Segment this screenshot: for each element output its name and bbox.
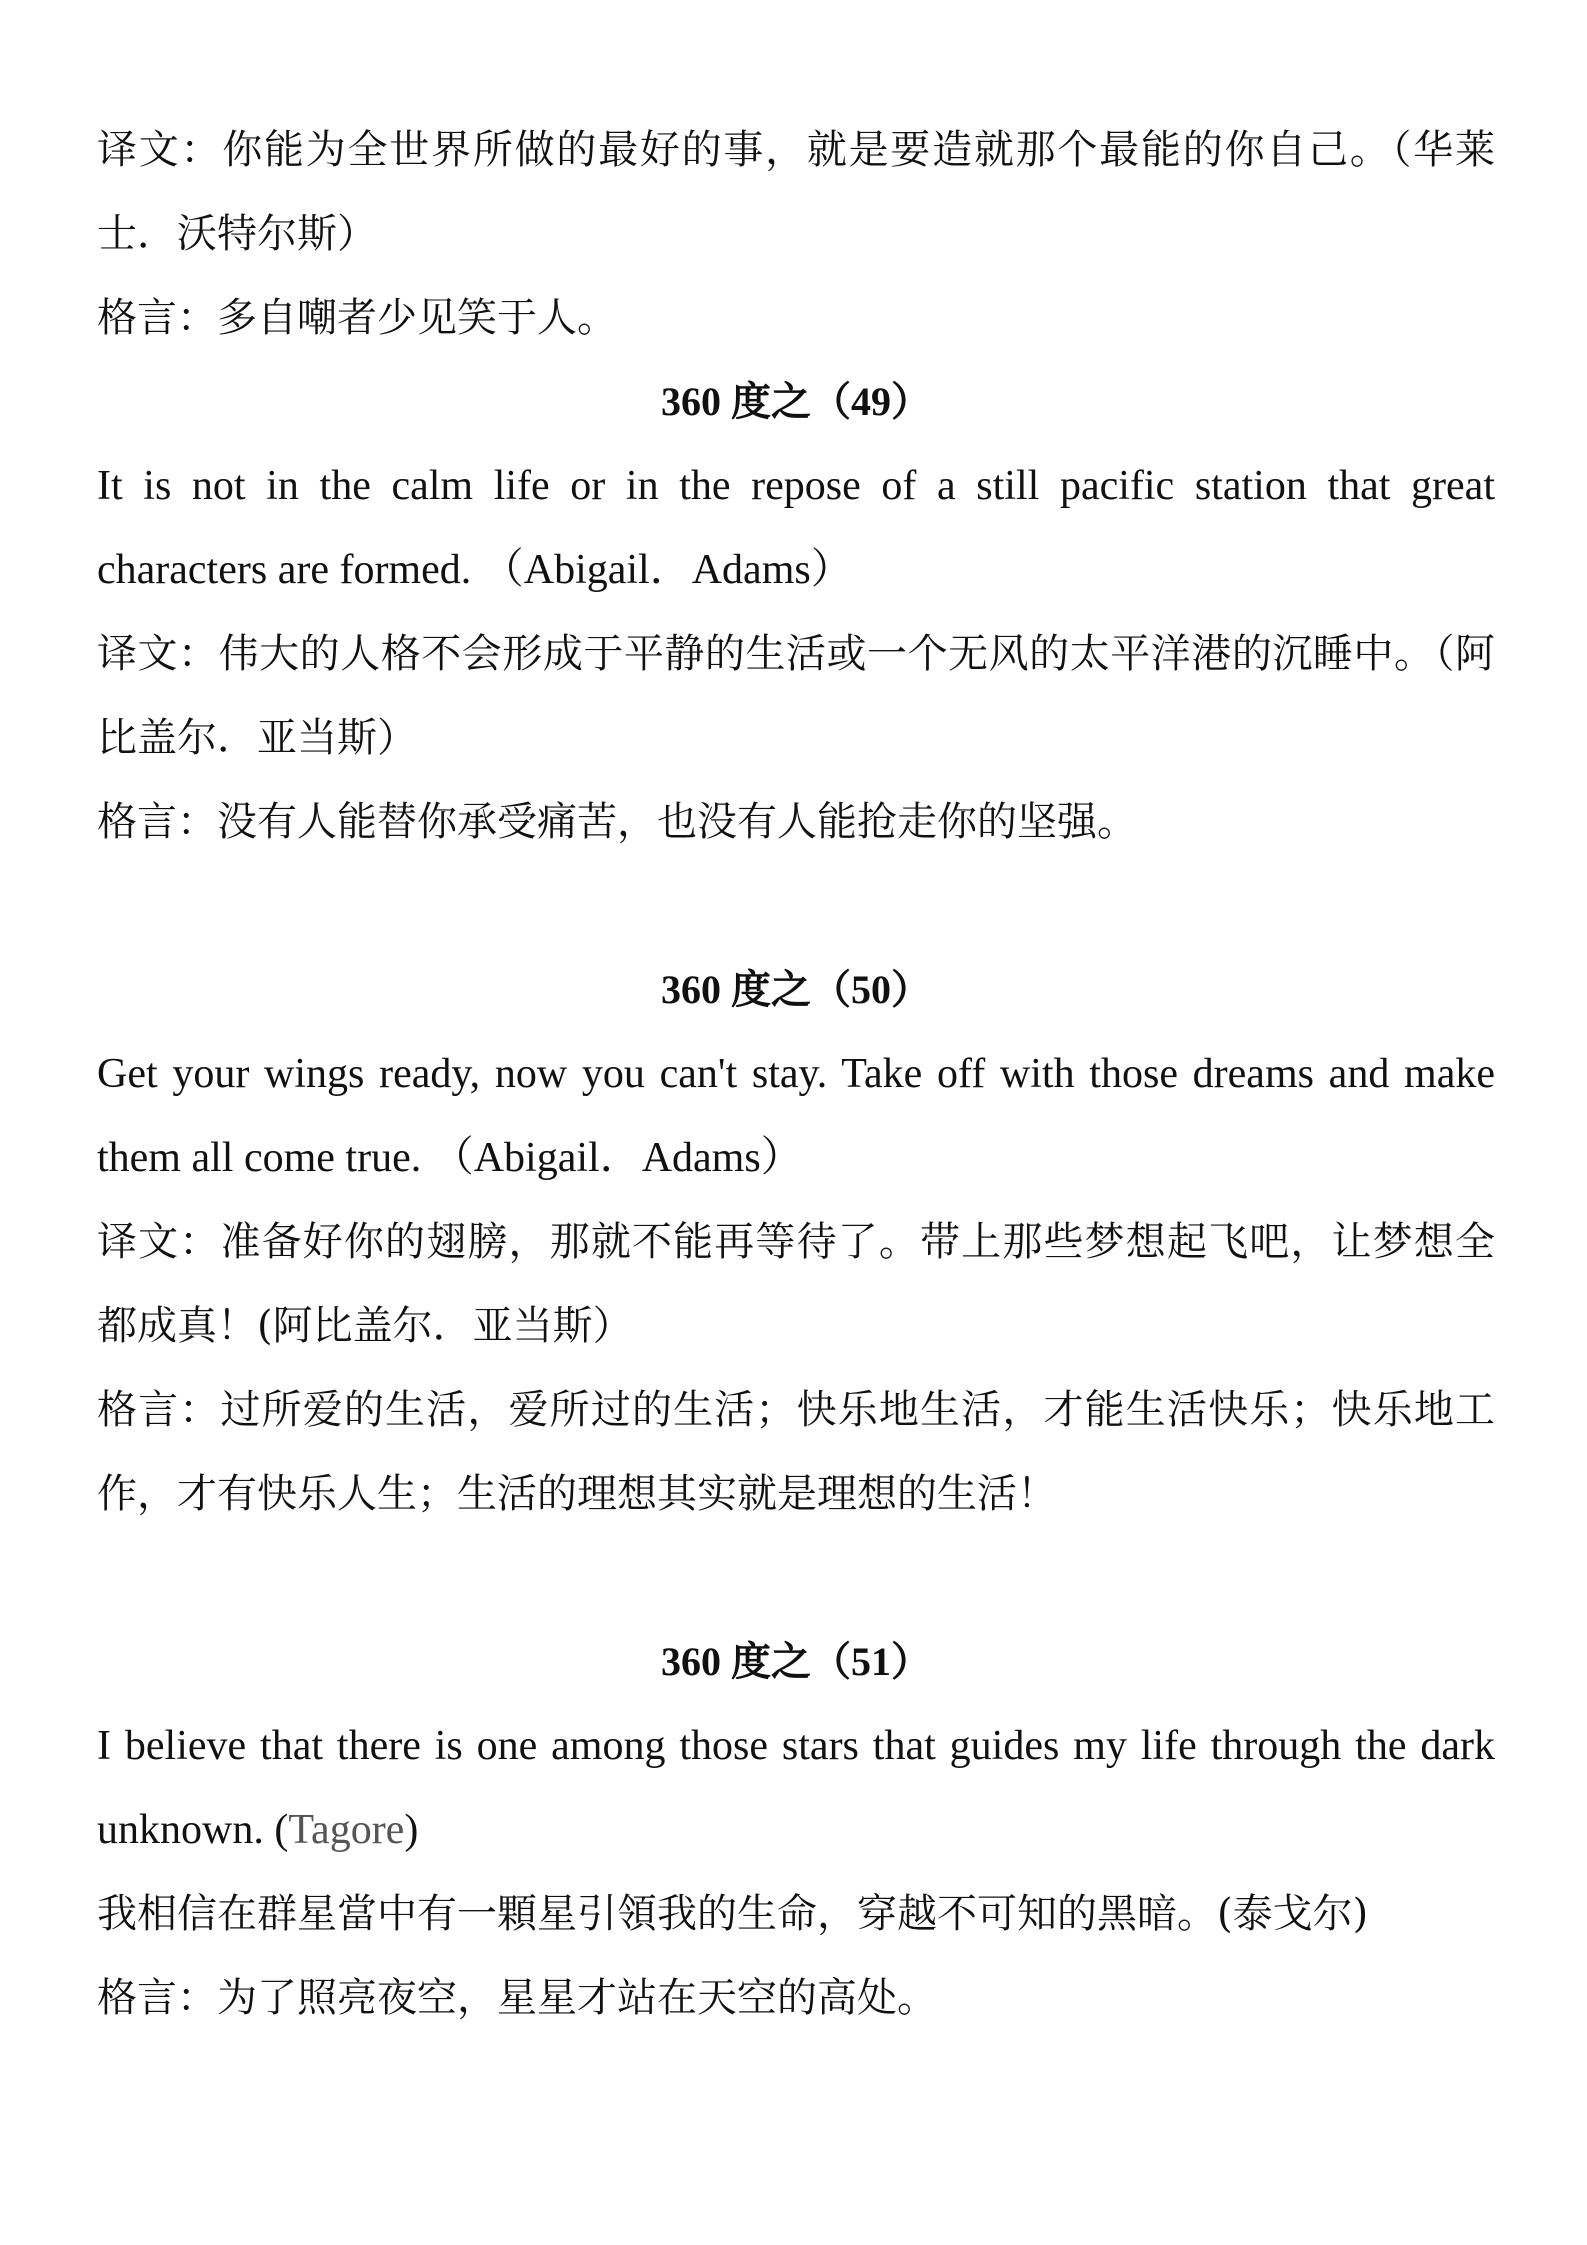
quote-translation-50: 译文：准备好你的翅膀，那就不能再等待了。带上那些梦想起飞吧，让梦想全都成真！(阿比盖尔．亚当斯） (97, 1219, 1495, 1349)
english-quote-50: Get your wings ready, now you can't stay. Take off with those dreams and make them all come true. （Abigail．Adams） (97, 1051, 1495, 1181)
english-quote-51 (97, 1704, 1495, 1872)
english-quote-49: It is not in the calm life or in the repose of a still pacific station that great characters are formed. （Abigail．Adams） (97, 463, 1495, 593)
section-heading-50: 360 度之（50） (661, 967, 931, 1012)
maxim-50: 格言：过所爱的生活，爱所过的生活；快乐地生活，才能生活快乐；快乐地工作，才有快乐人生；生活的理想其实就是理想的生活！ (97, 1387, 1495, 1517)
quote-translation-51: 我相信在群星當中有一顆星引領我的生命，穿越不可知的黑暗。(泰戈尔) (97, 1891, 1369, 1937)
english-quote-51-close: ) (404, 1807, 419, 1853)
maxim-49: 格言：没有人能替你承受痛苦，也没有人能抢走你的坚强。 (97, 799, 1137, 845)
author-name: Tagore (288, 1807, 405, 1853)
spacer (97, 1536, 1495, 1620)
spacer (97, 864, 1495, 948)
section-heading-51: 360 度之（51） (661, 1639, 931, 1684)
english-quote-51-text: I believe that there is one among those stars that guides my life through the dark unknown. ( (97, 1723, 1495, 1853)
quote-translation-49: 译文：伟大的人格不会形成于平静的生活或一个无风的太平洋港的沉睡中。（阿比盖尔．亚当斯） (97, 631, 1495, 761)
quote-translation: 译文：你能为全世界所做的最好的事，就是要造就那个最能的你自己。（华莱士．沃特尔斯） (97, 127, 1495, 257)
maxim-51: 格言：为了照亮夜空，星星才站在天空的高处。 (97, 1975, 937, 2021)
document-page (97, 108, 1495, 2040)
maxim: 格言：多自嘲者少见笑于人。 (97, 295, 617, 341)
section-heading-49: 360 度之（49） (661, 379, 931, 424)
